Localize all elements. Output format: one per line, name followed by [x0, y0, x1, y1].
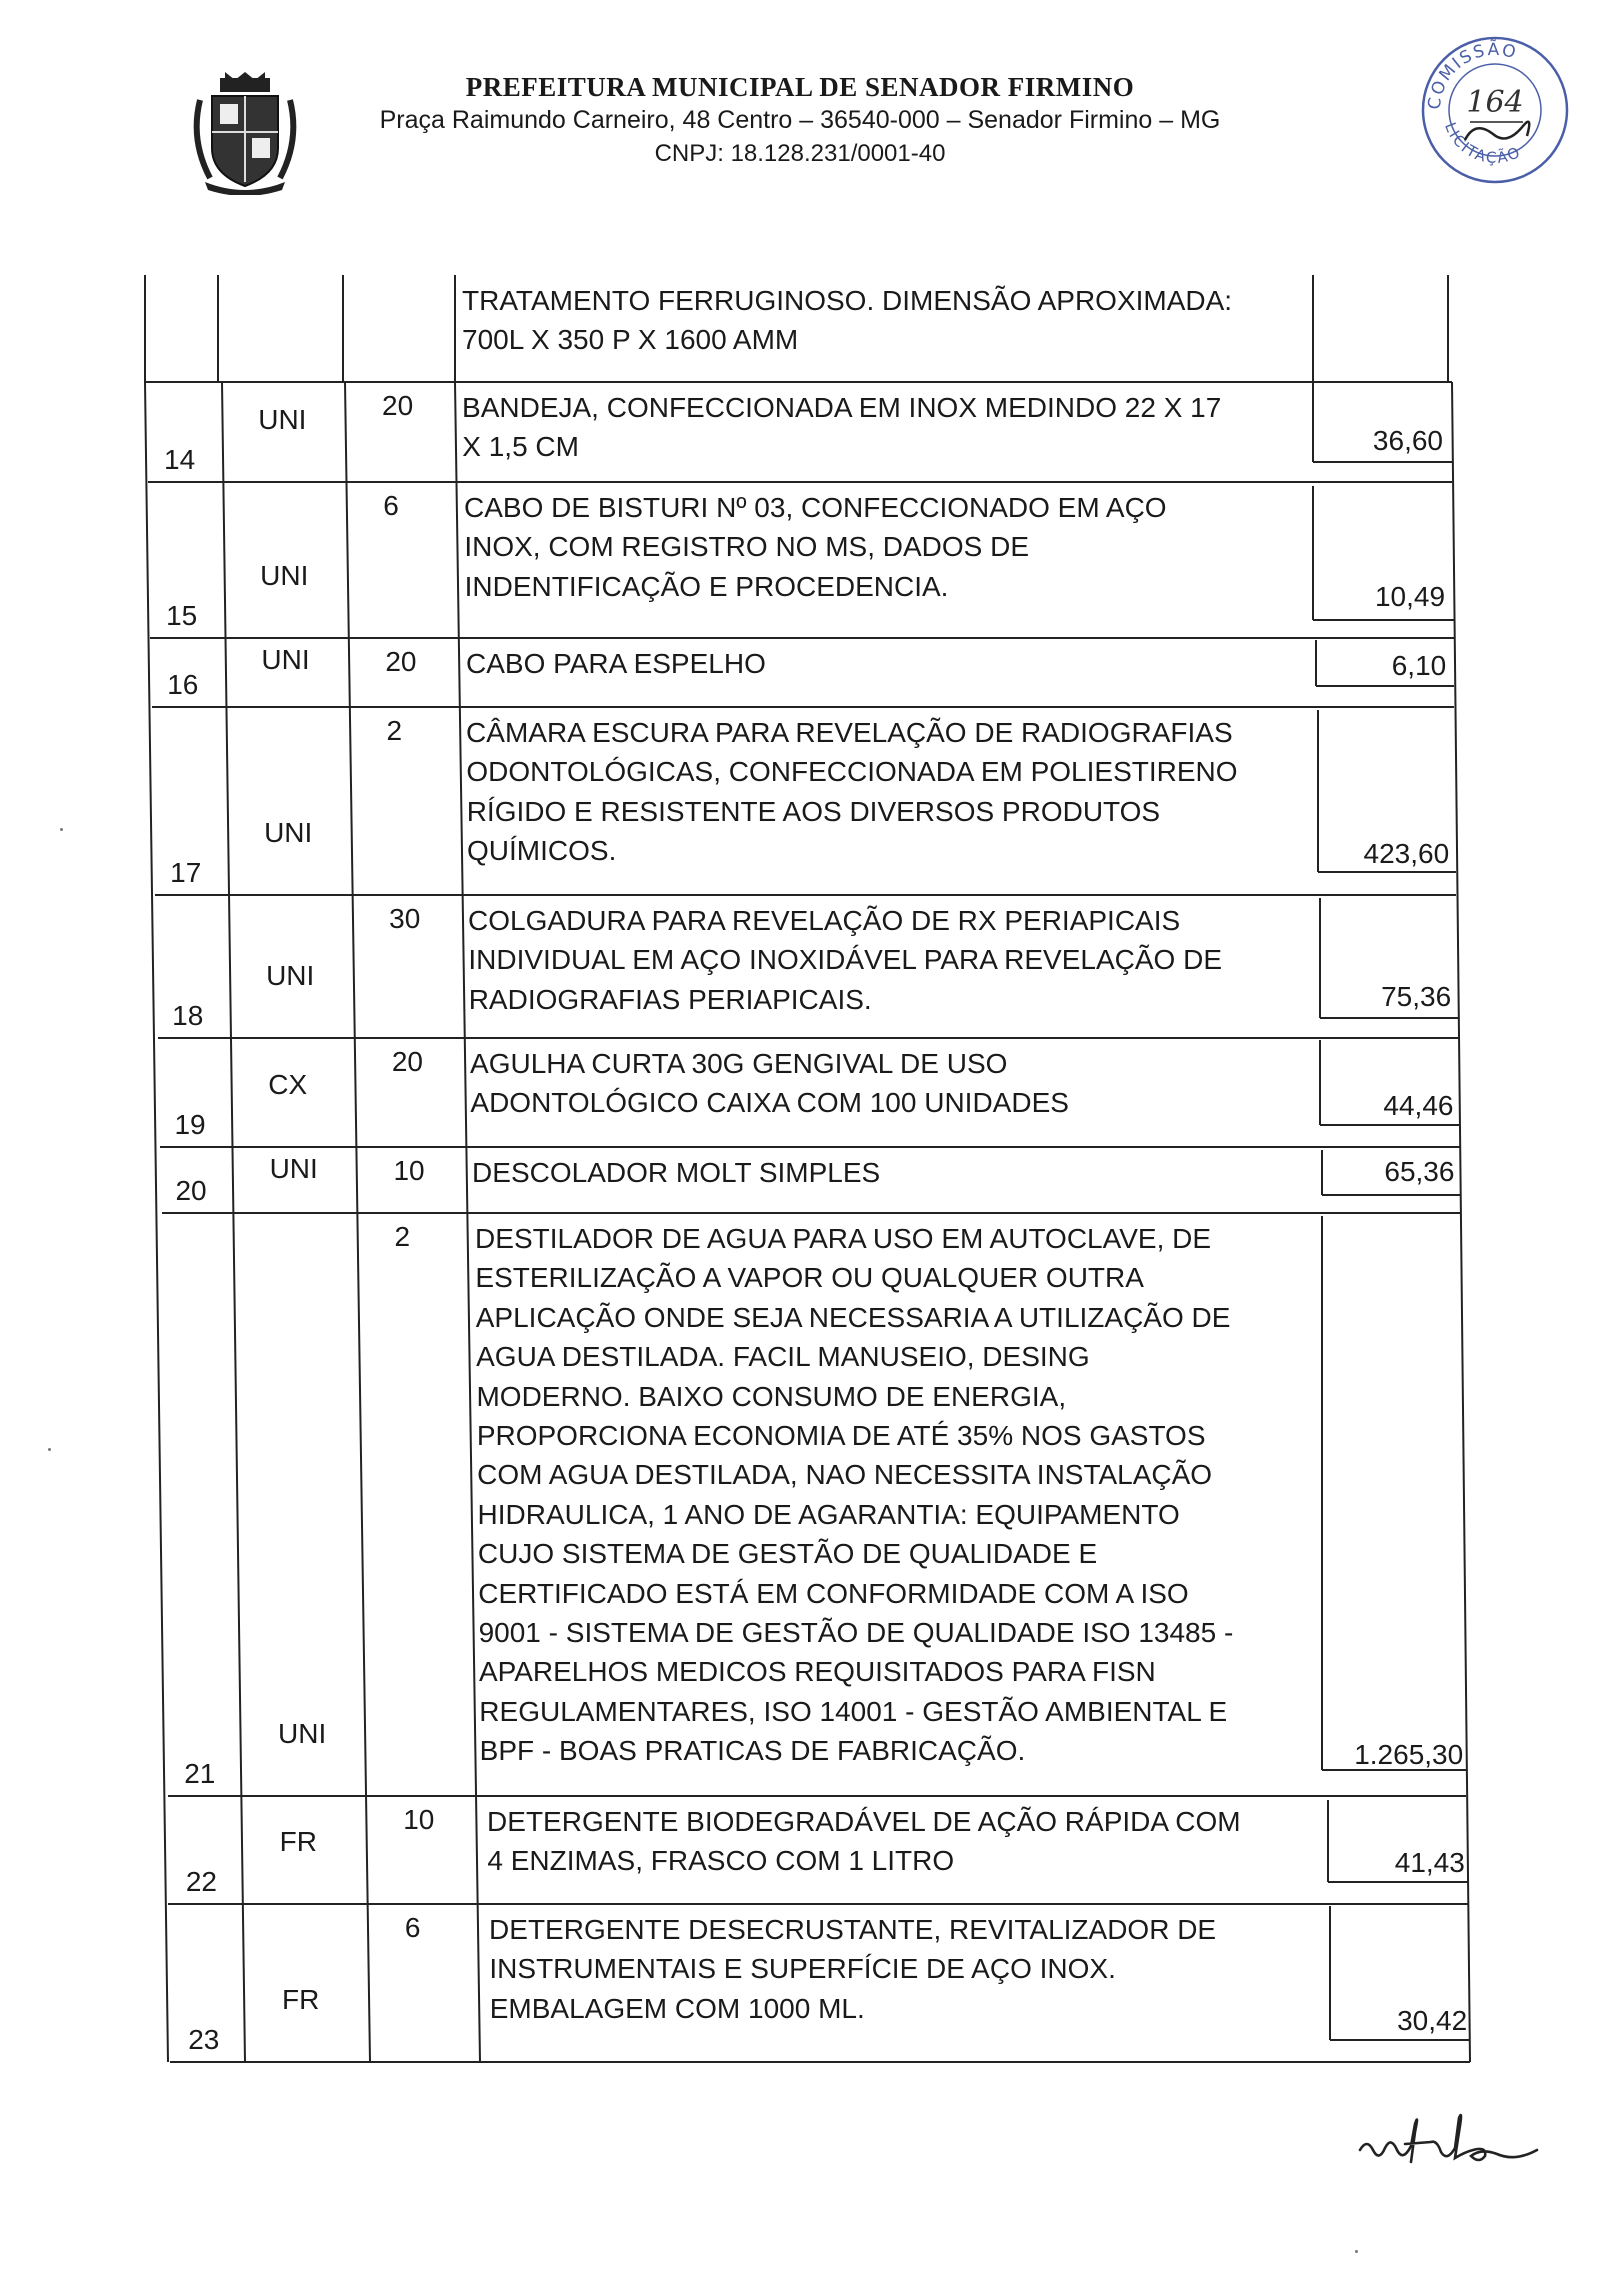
- unit-cell: FR: [279, 1826, 317, 1857]
- unit-cell: UNI: [260, 560, 309, 591]
- unit-price: 6,10: [1391, 650, 1447, 681]
- description-line: COM AGUA DESTILADA, NAO NECESSITA INSTALAÇÃO: [477, 1459, 1213, 1491]
- unit-cell: UNI: [264, 817, 313, 848]
- unit-price: 10,49: [1374, 581, 1446, 612]
- item-number: 20: [175, 1175, 207, 1206]
- description-line: ADONTOLÓGICO CAIXA COM 100 UNIDADES: [470, 1087, 1069, 1119]
- description-line: PROPORCIONA ECONOMIA DE ATÉ 35% NOS GASTOS: [476, 1420, 1206, 1451]
- description-line: INSTRUMENTAIS E SUPERFÍCIE DE AÇO INOX.: [489, 1953, 1116, 1985]
- scan-speck: [1355, 2250, 1358, 2253]
- header-title: PREFEITURA MUNICIPAL DE SENADOR FIRMINO: [465, 72, 1135, 102]
- unit-price: 1.265,30: [1354, 1739, 1464, 1770]
- description-line: ESTERILIZAÇÃO A VAPOR OU QUALQUER OUTRA: [475, 1262, 1144, 1294]
- header-address: Praça Raimundo Carneiro, 48 Centro – 36540-000 – Senador Firmino – MG: [379, 106, 1221, 134]
- description-line: 9001 - SISTEMA DE GESTÃO DE QUALIDADE ISO 13485 -: [478, 1617, 1234, 1648]
- stamp-page-number: 164: [1466, 85, 1524, 120]
- description-line: CUJO SISTEMA DE GESTÃO DE QUALIDADE E: [477, 1538, 1098, 1570]
- quantity-cell: 10: [393, 1155, 425, 1186]
- unit-cell: UNI: [261, 644, 310, 675]
- quantity-cell: 10: [403, 1804, 435, 1835]
- description-line: INDIVIDUAL EM AÇO INOXIDÁVEL PARA REVELAÇÃO DE: [468, 944, 1222, 976]
- item-number: 21: [184, 1758, 216, 1789]
- description-line: AGULHA CURTA 30G GENGIVAL DE USO: [470, 1048, 1008, 1079]
- description-line: CERTIFICADO ESTÁ EM CONFORMIDADE COM A ISO: [478, 1577, 1189, 1609]
- description-line: CABO PARA ESPELHO: [466, 648, 766, 679]
- description-line: ODONTOLÓGICAS, CONFECCIONADA EM POLIESTIRENO: [466, 756, 1238, 788]
- quantity-cell: 2: [386, 715, 403, 746]
- unit-price: 30,42: [1397, 2005, 1468, 2036]
- unit-price: 423,60: [1363, 838, 1450, 869]
- item-number: 16: [167, 669, 199, 700]
- unit-cell: CX: [268, 1069, 308, 1100]
- quantity-cell: 20: [385, 646, 417, 677]
- description-line: X 1,5 CM: [462, 431, 579, 463]
- quantity-cell: 20: [382, 390, 414, 421]
- item-number: 18: [172, 1000, 204, 1031]
- description-line: EMBALAGEM COM 1000 ML.: [489, 1992, 865, 2024]
- unit-price: 65,36: [1384, 1156, 1455, 1187]
- quantity-cell: 30: [389, 903, 421, 934]
- scan-speck: [48, 1448, 51, 1451]
- description-line: INOX, COM REGISTRO NO MS, DADOS DE: [464, 531, 1030, 563]
- description-line: HIDRAULICA, 1 ANO DE AGARANTIA: EQUIPAMENTO: [477, 1498, 1180, 1530]
- stamp-bottom-text: LICITAÇÃO: [1441, 119, 1525, 167]
- description-line: DETERGENTE DESECRUSTANTE, REVITALIZADOR DE: [489, 1914, 1217, 1945]
- handwritten-signature: [1355, 2110, 1545, 2170]
- item-number: 15: [166, 600, 198, 631]
- description-line: REGULAMENTARES, ISO 14001 - GESTÃO AMBIENTAL E: [479, 1695, 1228, 1727]
- unit-cell: UNI: [266, 960, 315, 991]
- item-number: 19: [174, 1109, 206, 1140]
- description-line: QUÍMICOS.: [467, 835, 617, 867]
- description-line: BANDEJA, CONFECCIONADA EM INOX MEDINDO 22 X 17: [462, 392, 1222, 423]
- description-line: APARELHOS MEDICOS REQUISITADOS PARA FISN: [478, 1656, 1156, 1688]
- item-number: 14: [164, 444, 196, 475]
- description-line: COLGADURA PARA REVELAÇÃO DE RX PERIAPICAIS: [468, 905, 1181, 936]
- scan-speck: [60, 828, 63, 831]
- unit-cell: UNI: [258, 404, 307, 435]
- unit-price: 36,60: [1372, 425, 1443, 456]
- unit-price: 41,43: [1394, 1847, 1465, 1878]
- quantity-cell: 6: [383, 490, 399, 521]
- stamp-top-text: COMISSÃO: [1424, 39, 1520, 111]
- description-line: CABO DE BISTURI Nº 03, CONFECCIONADO EM AÇO: [464, 492, 1167, 523]
- description-line: CÂMARA ESCURA PARA REVELAÇÃO DE RADIOGRAFIAS: [466, 717, 1233, 748]
- item-number: 17: [170, 857, 202, 888]
- unit-price: 75,36: [1381, 981, 1452, 1012]
- description-line: RADIOGRAFIAS PERIAPICAIS.: [468, 983, 872, 1015]
- item-number: 22: [185, 1866, 217, 1897]
- description-line: 700L X 350 P X 1600 AMM: [462, 324, 799, 356]
- description-line: DETERGENTE BIODEGRADÁVEL DE AÇÃO RÁPIDA COM: [487, 1806, 1241, 1837]
- unit-price: 44,46: [1383, 1090, 1454, 1121]
- description-line: MODERNO. BAIXO CONSUMO DE ENERGIA,: [476, 1380, 1067, 1412]
- description-line: TRATAMENTO FERRUGINOSO. DIMENSÃO APROXIMADA:: [462, 285, 1233, 316]
- description-line: APLICAÇÃO ONDE SEJA NECESSARIA A UTILIZAÇÃO DE: [475, 1301, 1231, 1333]
- unit-cell: FR: [282, 1984, 320, 2015]
- quantity-cell: 2: [394, 1221, 411, 1252]
- quantity-cell: 6: [404, 1912, 421, 1943]
- description-line: 4 ENZIMAS, FRASCO COM 1 LITRO: [487, 1845, 955, 1877]
- unit-cell: UNI: [278, 1718, 327, 1749]
- description-line: DESCOLADOR MOLT SIMPLES: [472, 1157, 881, 1188]
- description-line: RÍGIDO E RESISTENTE AOS DIVERSOS PRODUTOS: [466, 795, 1161, 827]
- description-line: AGUA DESTILADA. FACIL MANUSEIO, DESING: [476, 1341, 1090, 1373]
- quantity-cell: 20: [391, 1046, 423, 1077]
- item-number: 23: [188, 2024, 220, 2055]
- description-line: INDENTIFICAÇÃO E PROCEDENCIA.: [464, 570, 949, 602]
- description-line: DESTILADOR DE AGUA PARA USO EM AUTOCLAVE, DE: [475, 1223, 1212, 1254]
- description-line: BPF - BOAS PRATICAS DE FABRICAÇÃO.: [479, 1735, 1026, 1767]
- header-cnpj: CNPJ: 18.128.231/0001-40: [654, 140, 946, 167]
- unit-cell: UNI: [269, 1153, 318, 1184]
